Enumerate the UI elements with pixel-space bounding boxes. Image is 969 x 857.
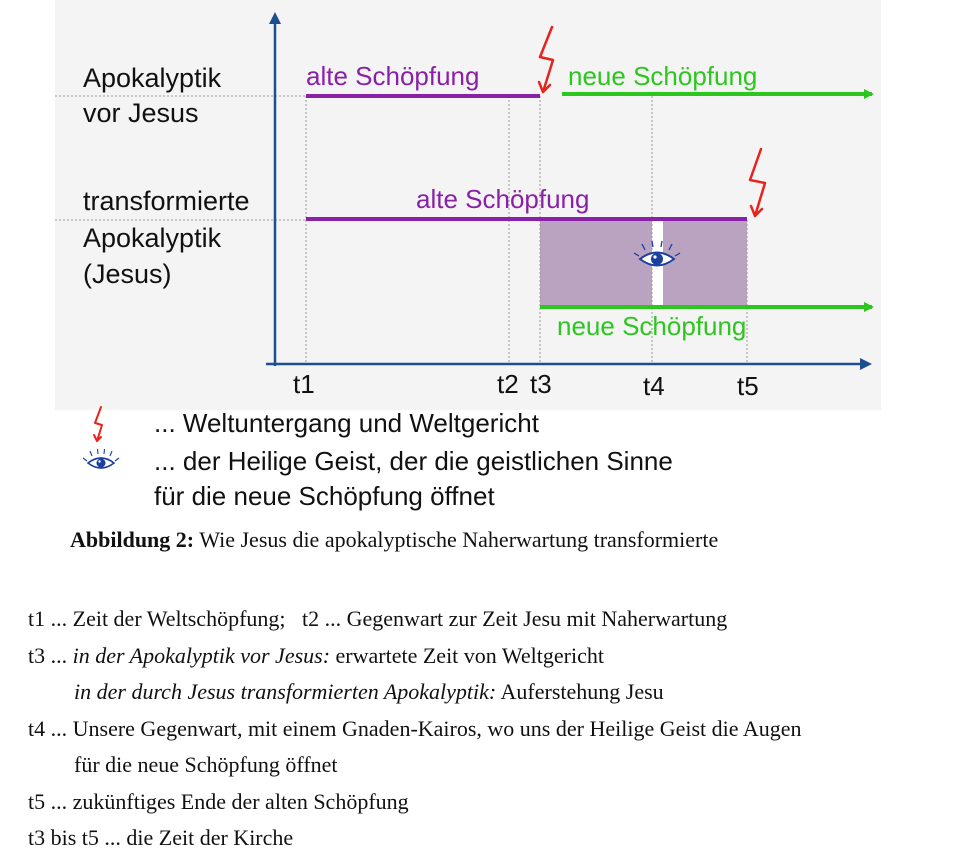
note-text: Unsere Gegenwart, mit einem Gnaden-Kairos, wo uns der Heilige Geist die Augen bbox=[72, 715, 802, 741]
note-t5 bbox=[28, 784, 801, 821]
eye-icon bbox=[83, 449, 119, 468]
note-t1-t2 bbox=[28, 601, 801, 638]
caption-text: Wie Jesus die apokalyptische Naherwartung transformierte bbox=[199, 527, 719, 552]
lightning-icon bbox=[750, 149, 765, 216]
note-t3 bbox=[28, 638, 801, 675]
row1-label-line2: vor Jesus bbox=[83, 98, 199, 128]
tick-label: t4 bbox=[643, 371, 665, 401]
explanation-notes bbox=[28, 601, 801, 857]
note-key: t4 ... bbox=[28, 715, 68, 741]
lightning-icon bbox=[539, 27, 553, 92]
legend-lightning-text: ... Weltuntergang und Weltgericht bbox=[154, 408, 539, 438]
note-text: Auferstehung Jesu bbox=[500, 679, 664, 704]
note-italic: in der Apokalyptik vor Jesus: bbox=[72, 642, 331, 668]
note-text: zukünftiges Ende der alten Schöpfung bbox=[72, 788, 409, 814]
note-text: erwartete Zeit von Weltgericht bbox=[335, 642, 604, 668]
row2-new-creation-label: neue Schöpfung bbox=[557, 311, 747, 341]
note-text: Zeit der Weltschöpfung; bbox=[72, 606, 286, 631]
lightning-icon bbox=[94, 407, 102, 441]
note-t4-continued bbox=[28, 747, 801, 784]
tick-label: t1 bbox=[293, 369, 315, 399]
note-text: Gegenwart zur Zeit Jesu mit Naherwartung bbox=[346, 606, 728, 631]
row2-label-line2: Apokalyptik bbox=[83, 223, 222, 253]
row2-old-creation-label: alte Schöpfung bbox=[416, 184, 590, 214]
tick-label: t5 bbox=[737, 371, 759, 401]
note-key: t3 ... bbox=[28, 642, 68, 668]
note-t4 bbox=[28, 711, 801, 748]
row1-old-creation-label: alte Schöpfung bbox=[306, 61, 480, 91]
legend-eye-text-line1: ... der Heilige Geist, der die geistlichen Sinne bbox=[154, 446, 673, 476]
note-key: t5 ... bbox=[28, 788, 68, 814]
caption-label: Abbildung 2: bbox=[70, 527, 195, 552]
note-t3-t5 bbox=[28, 820, 801, 857]
note-t3-continued bbox=[28, 674, 801, 711]
figure-caption bbox=[70, 527, 718, 553]
note-key: t2 ... bbox=[302, 606, 342, 631]
note-key: t3 bis t5 ... bbox=[28, 825, 121, 850]
row2-label-line1: transformierte bbox=[83, 186, 250, 216]
legend-eye-text-line2: für die neue Schöpfung öffnet bbox=[154, 481, 495, 511]
note-text: die Zeit der Kirche bbox=[126, 825, 294, 850]
note-key: t1 ... bbox=[28, 606, 68, 631]
note-text: für die neue Schöpfung öffnet bbox=[74, 752, 338, 777]
row1-new-creation-label: neue Schöpfung bbox=[568, 61, 758, 91]
note-italic: in der durch Jesus transformierten Apokalyptik: bbox=[74, 679, 497, 704]
tick-label: t2 bbox=[497, 369, 519, 399]
row2-label-line3: (Jesus) bbox=[83, 259, 172, 289]
tick-label: t3 bbox=[530, 369, 552, 399]
row1-label-line1: Apokalyptik bbox=[83, 63, 222, 93]
